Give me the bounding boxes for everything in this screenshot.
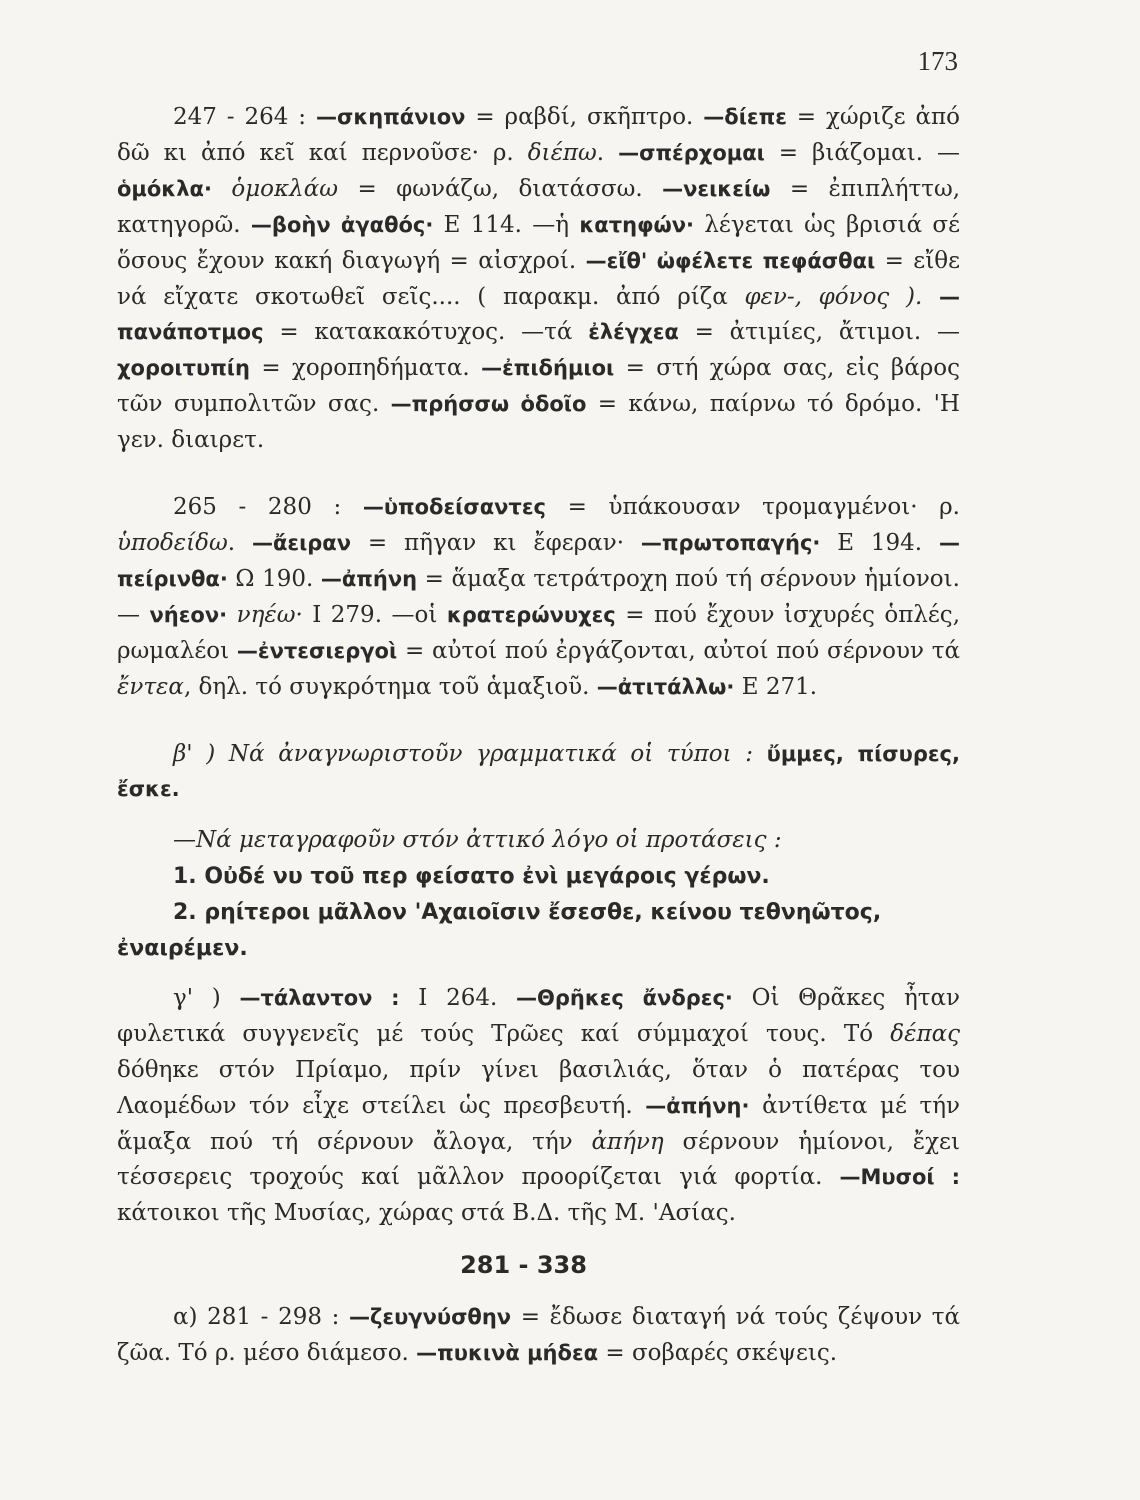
text: Οἱ Θρᾶκες ἦταν φυλετικά συγγενεῖς μέ τούς Τρῶες καί σύμμαχοί τους. Τό [117, 984, 960, 1047]
term: ἐλέγχεα [588, 320, 679, 345]
term: —πυκινὰ μήδεα [416, 1341, 599, 1366]
exercise-beta [117, 737, 960, 809]
text: = κατακακότυχος. —τά [263, 319, 589, 346]
italic-text: φεν-, φόνος ). [744, 283, 923, 310]
term: —ἄειραν [251, 530, 352, 555]
term: χοροιτυπίη [117, 356, 250, 381]
text: = βιάζομαι. — [764, 139, 960, 166]
term: —ἐπιδήμιοι [481, 356, 615, 381]
text [922, 284, 939, 310]
text [212, 176, 231, 202]
text: , δηλ. τό συγκρότημα τοῦ ἁμαξιοῦ. [183, 673, 597, 700]
page-content [117, 100, 960, 1372]
text: Ε 271. [734, 673, 818, 700]
text: Ι 279. —οἱ [302, 601, 447, 628]
paragraph-247-264 [117, 100, 960, 459]
term: —Θρῆκες ἄνδρες· [515, 985, 733, 1010]
text: = κάνω, παίρνω τό δρόμο. 'Η γεν. διαιρετ. [117, 391, 960, 454]
text: ἀντίθετα μέ τήν ἅμαξα πού τή σέρνουν ἄλογα, τήν [117, 1092, 960, 1155]
text [227, 602, 236, 628]
italic-text: —Νά μεταγραφοῦν στόν ἀττικό λόγο οἱ προτάσεις : [173, 827, 782, 854]
paragraph-281-298 [117, 1300, 960, 1372]
text: δόθηκε στόν Πρίαμο, πρίν γίνει βασιλιάς, ὅταν ὁ πατέρας του Λαομέδων τόν εἶχε στείλει ὡς πρεσβευτή. [117, 1056, 960, 1119]
italic-text: ὑποδείδω [117, 529, 228, 556]
text: Ε 114. —ἡ [433, 211, 580, 238]
term: —εἴθ' ὠφέλετε πεφάσθαι [585, 248, 876, 273]
term: —δίεπε [703, 105, 787, 129]
italic-text: ἀπήνη [591, 1128, 664, 1155]
italic-text: διέπω [527, 139, 597, 166]
sentence-1 [117, 859, 960, 895]
exercise-instruction [117, 823, 960, 859]
text: = ἔδωσε διαταγή νά τούς ζέψουν τά ζῶα. Τό ρ. μέσο διάμεσο. [117, 1304, 960, 1367]
text: = χοροπηδήματα. [249, 355, 482, 382]
text: . [596, 139, 619, 166]
term: —Μυσοί : [839, 1165, 960, 1190]
italic-text: δέπας [890, 1020, 960, 1047]
text: Ι 264. [399, 984, 516, 1011]
text: = ἅμαξα τετράτροχη πού τή σέρνουν ἡμίονοι. — [117, 565, 960, 628]
text: = ἐπιπλήττω, κατηγορῶ. [117, 175, 961, 238]
text: σέρνουν ἡμίονοι, ἔχει τέσσερεις τροχούς καί μᾶλλον προορίζεται γιά φορτία. [117, 1128, 960, 1191]
text: λέγεται ὡς βρισιά σέ ὅσους ἔχουν κακή διαγωγή = αἰσχροί. [117, 211, 961, 274]
text: = ὑπάκουσαν τρομαγμένοι· ρ. [545, 494, 960, 521]
text: α) 281 - 298 : [173, 1304, 349, 1331]
text: = εἴθε νά εἴχατε σκοτωθεῖ σεῖς.... ( παρακμ. ἀπό ρίζα [117, 247, 960, 310]
term: —βοὴν ἀγαθός· [250, 212, 434, 237]
term: κρατερώνυχες [446, 602, 616, 627]
text: = στή χώρα σας, εἰς βάρος τῶν συμπολιτῶν σας. [117, 355, 960, 418]
term: —ὑποδείσαντες [362, 495, 546, 520]
term: —ἐντεσιεργοὶ [236, 638, 398, 663]
term: —ζευγνύσθην [349, 1305, 512, 1330]
term: —τάλαντον : [239, 985, 400, 1010]
text: κάτοικοι τῆς Μυσίας, χώρας στά Β.Δ. τῆς Μ. 'Ασίας. [117, 1200, 736, 1227]
term: κατηφών· [579, 212, 695, 237]
text: γ' ) [173, 984, 240, 1011]
term: —σπέρχομαι [618, 140, 765, 165]
text: 247 - 264 : [173, 104, 316, 130]
paragraph-265-280 [117, 490, 960, 705]
text: . [227, 529, 252, 556]
term: —ἀπήνη [320, 566, 418, 591]
text: = πῆγαν κι ἔφεραν· [351, 529, 641, 556]
term: —νεικείω [662, 176, 771, 201]
term: —σκηπάνιον [315, 105, 466, 129]
text: = σοβαρές σκέψεις. [598, 1340, 838, 1367]
term: —πανάποτμος [117, 284, 960, 345]
term: —ἀπήνη· [645, 1093, 750, 1118]
term: νήεον· [149, 602, 228, 627]
text: Ε 194. [820, 529, 939, 556]
text: = ἀτιμίες, ἄτιμοι. — [678, 319, 961, 346]
text: = πού ἔχουν ἰσχυρές ὁπλές, ρωμαλέοι [117, 601, 961, 664]
italic-text: β' ) Νά ἀναγνωριστοῦν γραμματικά οἱ τύποι : [173, 740, 767, 767]
term: —ἀτιτάλλω· [596, 674, 735, 699]
term: ὔμμες, πίσυρες, ἔσκε. [117, 741, 960, 802]
term: 2. ρηίτεροι μᾶλλον 'Αχαιοῖσιν ἔσεσθε, κείνου τεθνηῶτος, ἐναιρέμεν. [117, 900, 882, 962]
section-heading: 281 - 338 [460, 1251, 587, 1280]
term: —πρήσσω ὁδοῖο [390, 392, 587, 417]
text: = αὐτοί πού ἐργάζονται, αὐτοί πού σέρνουν τά [397, 637, 960, 664]
term: —πρωτοπαγής· [640, 530, 821, 555]
term: ὁμόκλα· [117, 176, 212, 201]
text: Ω 190. [227, 565, 321, 592]
italic-text: νηέω· [236, 601, 303, 628]
italic-text: ἔντεα [117, 673, 184, 700]
text: = ραβδί, σκῆπτρο. [465, 104, 704, 130]
text: 265 - 280 : [173, 494, 363, 521]
text: = χώριζε ἀπό δῶ κι ἀπό κεῖ καί περνοῦσε· ρ. [117, 104, 961, 166]
page-number: 173 [917, 46, 958, 76]
italic-text: ὁμοκλάω [231, 175, 338, 202]
sentence-2 [117, 895, 960, 967]
text: = φωνάζω, διατάσσω. [337, 175, 663, 202]
term: 1. Οὐδέ νυ τοῦ περ φείσατο ἐνὶ μεγάροις γέρων. [173, 864, 770, 890]
exercise-gamma [117, 981, 960, 1232]
term: —πείρινθα· [117, 530, 960, 591]
